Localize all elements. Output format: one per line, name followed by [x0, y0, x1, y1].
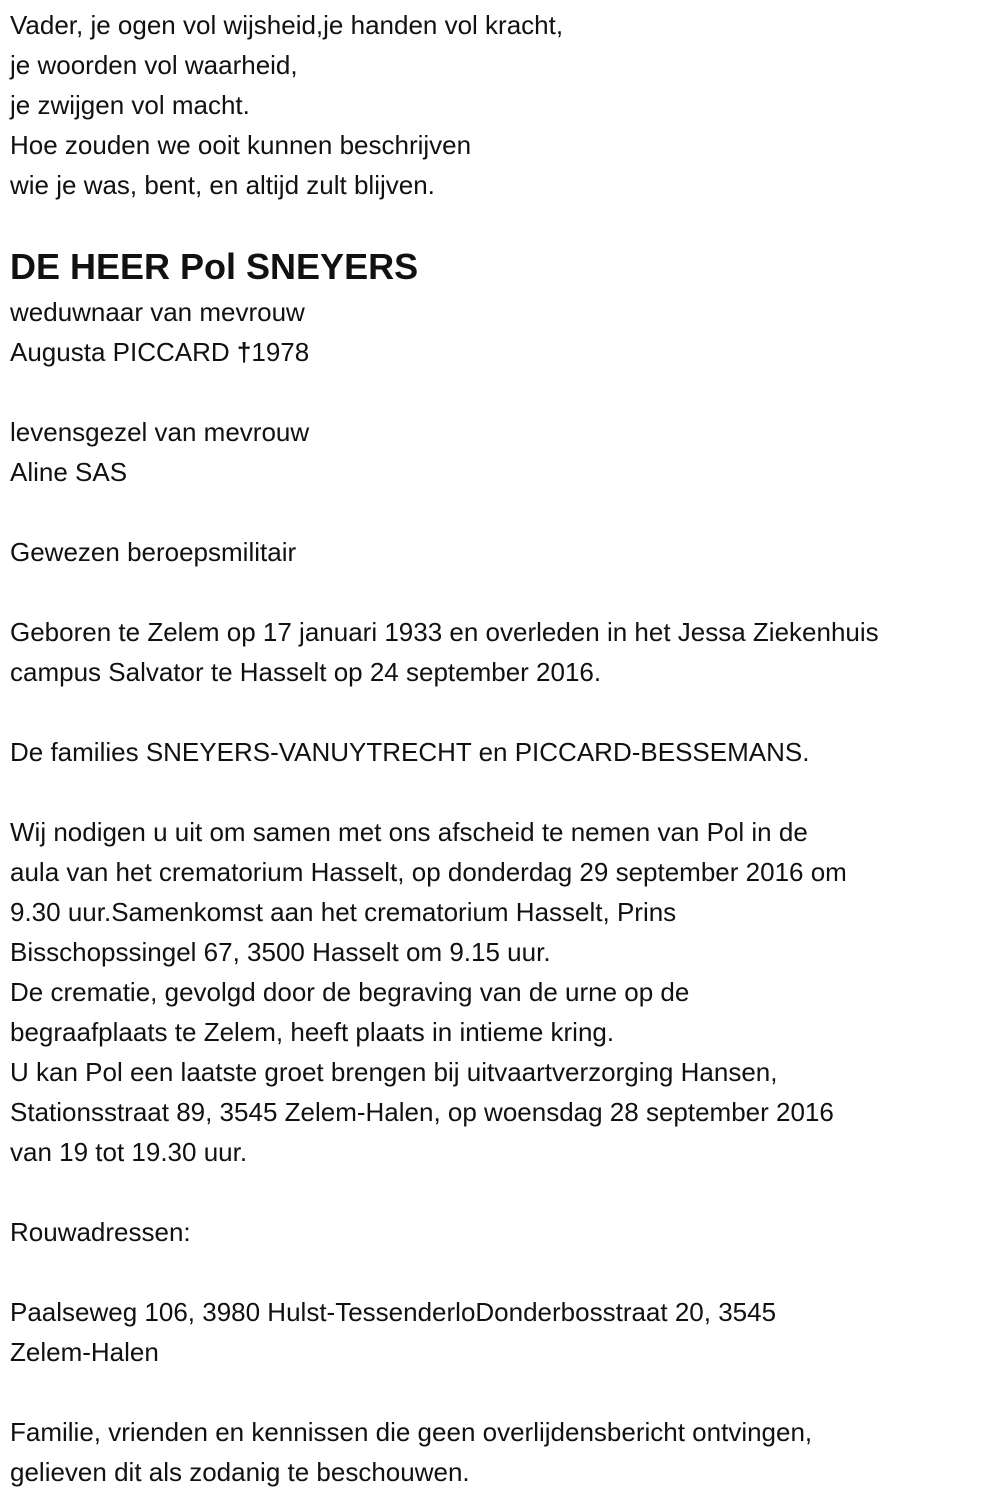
poem	[10, 5, 1000, 205]
closing-line: Familie, vrienden en kennissen die geen overlijdensbericht ontvingen,	[10, 1417, 813, 1447]
poem-line: je woorden vol waarheid,	[10, 50, 298, 80]
invitation-line: Wij nodigen u uit om samen met ons afscheid te nemen van Pol in de	[10, 817, 808, 847]
invitation	[10, 812, 1000, 1172]
invitation-line: U kan Pol een laatste groet brengen bij uitvaartverzorging Hansen,	[10, 1057, 778, 1087]
poem-line: wie je was, bent, en altijd zult blijven.	[10, 170, 435, 200]
invitation-line: Stationsstraat 89, 3545 Zelem-Halen, op woensdag 28 september 2016	[10, 1097, 834, 1127]
poem-line: Vader, je ogen vol wijsheid,je handen vol kracht,	[10, 10, 564, 40]
invitation-line: 9.30 uur.Samenkomst aan het crematorium Hasselt, Prins	[10, 897, 677, 927]
invitation-line: Bisschopssingel 67, 3500 Hasselt om 9.15 uur.	[10, 937, 551, 967]
cross-icon: †	[236, 337, 252, 367]
address-line: Zelem-Halen	[10, 1337, 159, 1367]
late-wife	[10, 332, 1000, 372]
birth-death-line: campus Salvator te Hasselt op 24 september 2016.	[10, 657, 602, 687]
profession: Gewezen beroepsmilitair	[10, 537, 297, 567]
partner-label: levensgezel van mevrouw	[10, 417, 310, 447]
closing-line: gelieven dit als zodanig te beschouwen.	[10, 1457, 470, 1487]
birth-death-line: Geboren te Zelem op 17 januari 1933 en overleden in het Jessa Ziekenhuis	[10, 617, 879, 647]
families: De families SNEYERS-VANUYTRECHT en PICCARD-BESSEMANS.	[10, 737, 810, 767]
invitation-line: begraafplaats te Zelem, heeft plaats in intieme kring.	[10, 1017, 615, 1047]
invitation-line: De crematie, gevolgd door de begraving van de urne op de	[10, 977, 690, 1007]
invitation-line: aula van het crematorium Hasselt, op donderdag 29 september 2016 om	[10, 857, 847, 887]
deceased-name-title: DE HEER Pol SNEYERS	[10, 246, 419, 287]
partner-name: Aline SAS	[10, 457, 128, 487]
address-line: Paalseweg 106, 3980 Hulst-TessenderloDonderbosstraat 20, 3545	[10, 1297, 777, 1327]
poem-line: Hoe zouden we ooit kunnen beschrijven	[10, 130, 472, 160]
poem-line: je zwijgen vol macht.	[10, 90, 250, 120]
widower-label: weduwnaar van mevrouw	[10, 297, 305, 327]
late-wife-death-year: 1978	[251, 337, 310, 367]
addresses-label: Rouwadressen:	[10, 1217, 191, 1247]
invitation-line: van 19 tot 19.30 uur.	[10, 1137, 248, 1167]
late-wife-name: Augusta PICCARD	[10, 337, 230, 367]
